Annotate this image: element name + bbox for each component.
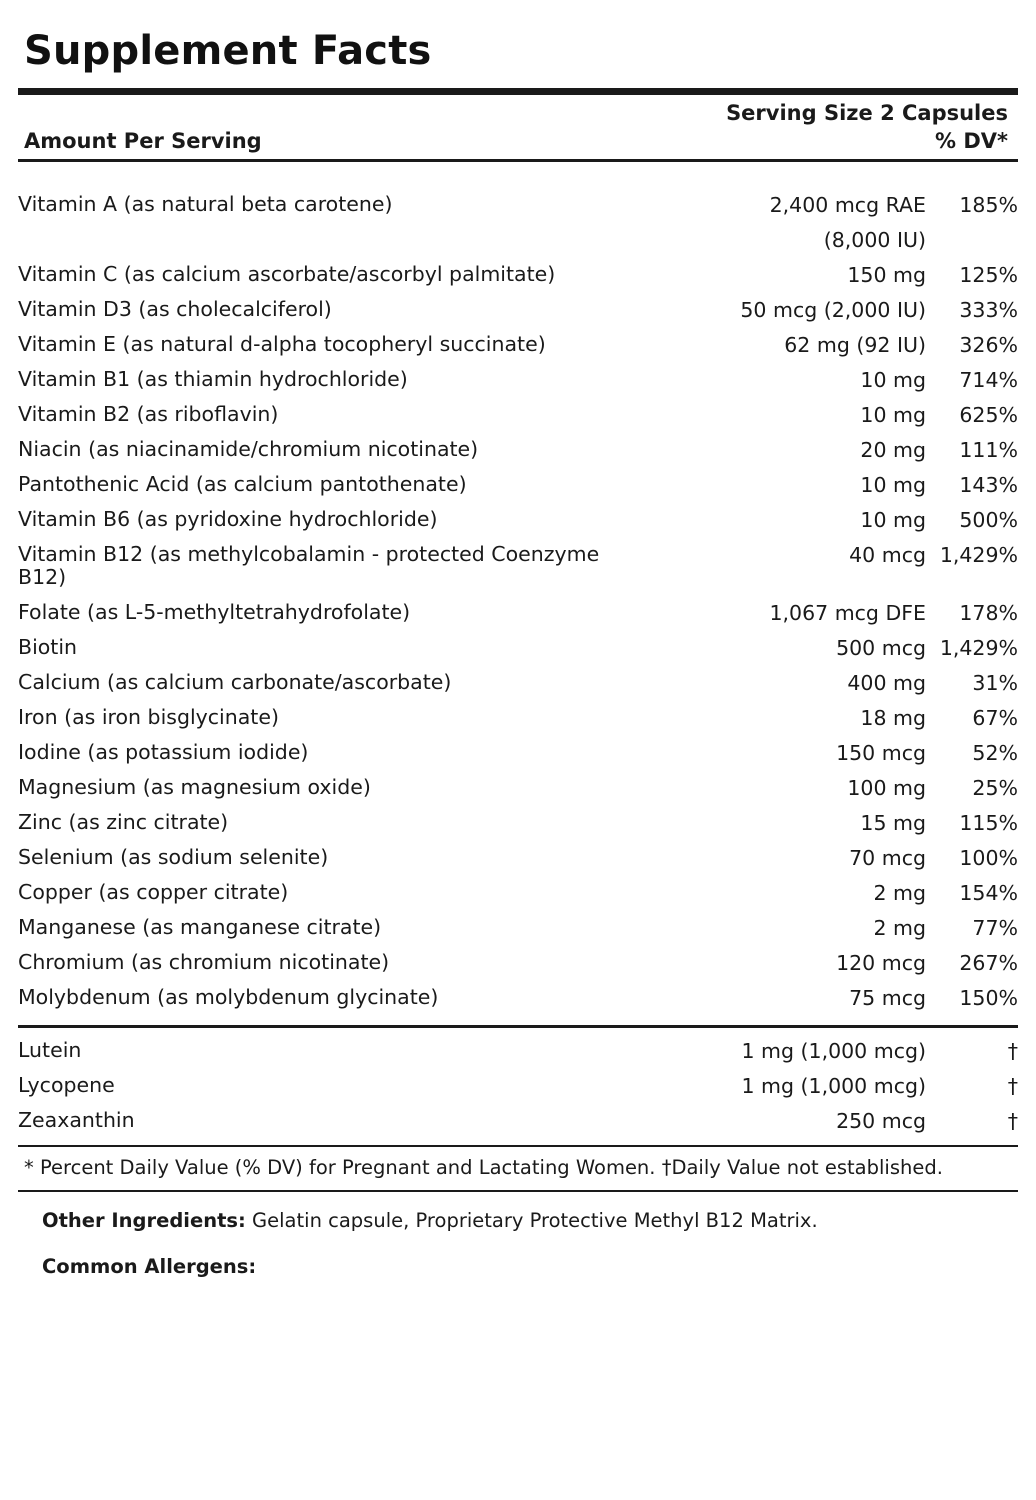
nutrient-table: [18, 162, 1018, 1139]
nutrient-dv: †: [1007, 1039, 1018, 1064]
nutrient-name: Manganese (as manganese citrate): [18, 915, 382, 940]
nutrient-name: Biotin: [18, 635, 78, 660]
nutrient-name: Iron (as iron bisglycinate): [18, 705, 279, 730]
nutrient-dv: 267%: [959, 951, 1018, 976]
common-allergens-label: Common Allergens:: [42, 1255, 257, 1279]
nutrient-amount: 1,067 mcg DFE: [769, 601, 926, 626]
nutrient-amount: 150 mcg: [836, 741, 926, 766]
nutrient-amount: 2 mg: [873, 881, 926, 906]
daily-value-label: % DV*: [934, 129, 1008, 153]
table-row: [18, 502, 1018, 537]
nutrient-amount: 500 mcg: [836, 636, 926, 661]
table-row: [18, 946, 1018, 981]
table-row: [18, 911, 1018, 946]
nutrient-amount: 250 mcg: [836, 1109, 926, 1134]
daily-value-footnote: * Percent Daily Value (% DV) for Pregnant and Lactating Women. †Daily Value not established.: [24, 1155, 943, 1179]
nutrient-table-body: [18, 162, 1018, 1139]
table-spacer: [18, 162, 1018, 187]
table-row: [18, 771, 1018, 806]
table-row: [18, 981, 1018, 1016]
nutrient-amount: 40 mcg: [849, 542, 926, 567]
nutrient-amount: 20 mg: [860, 437, 926, 462]
table-row: [18, 666, 1018, 701]
nutrient-amount: 1 mg (1,000 mcg): [741, 1074, 926, 1099]
other-ingredients-line: [24, 1192, 1012, 1233]
nutrient-dv: 52%: [972, 741, 1018, 766]
nutrient-dv: 1,429%: [939, 542, 1018, 567]
nutrient-dv: 31%: [972, 671, 1018, 696]
table-row: [18, 537, 1018, 596]
nutrient-amount: 18 mg: [860, 706, 926, 731]
nutrient-dv: 1,429%: [939, 636, 1018, 661]
table-row: [18, 806, 1018, 841]
table-row: [18, 1069, 1018, 1104]
nutrient-dv: 333%: [959, 297, 1018, 322]
nutrient-amount: 62 mg (92 IU): [784, 332, 926, 357]
table-row-continuation: [18, 222, 1018, 257]
nutrient-name: Vitamin B6 (as pyridoxine hydrochloride): [18, 506, 438, 531]
table-row: [18, 841, 1018, 876]
table-row: [18, 631, 1018, 666]
nutrient-dv: 150%: [959, 986, 1018, 1011]
table-row: [18, 596, 1018, 631]
nutrient-amount: 400 mg: [847, 671, 926, 696]
nutrient-amount: 120 mcg: [836, 951, 926, 976]
nutrient-dv: 625%: [959, 402, 1018, 427]
header-divider-thick: [18, 88, 1018, 95]
table-row: [18, 467, 1018, 502]
nutrient-name: Zinc (as zinc citrate): [18, 810, 229, 835]
page-title: Supplement Facts: [24, 28, 432, 74]
nutrient-dv: 77%: [972, 916, 1018, 941]
table-row: [18, 257, 1018, 292]
nutrient-amount: 10 mg: [860, 472, 926, 497]
nutrient-name: Pantothenic Acid (as calcium pantothenate): [18, 471, 467, 496]
nutrient-dv: 67%: [972, 706, 1018, 731]
nutrient-dv: 178%: [959, 601, 1018, 626]
nutrient-name: Vitamin E (as natural d-alpha tocopheryl succinate): [18, 331, 546, 356]
nutrient-dv: 500%: [959, 507, 1018, 532]
nutrient-amount: 75 mcg: [849, 986, 926, 1011]
nutrient-name-blank: [18, 222, 638, 257]
nutrient-amount: 15 mg: [860, 811, 926, 836]
nutrient-name: Chromium (as chromium nicotinate): [18, 950, 390, 975]
nutrient-dv: 111%: [959, 437, 1018, 462]
nutrient-dv: 115%: [959, 811, 1018, 836]
nutrient-name: Lutein: [18, 1038, 82, 1063]
nutrient-dv: 185%: [959, 192, 1018, 217]
nutrient-name: Iodine (as potassium iodide): [18, 740, 309, 765]
nutrient-dv: 143%: [959, 472, 1018, 497]
nutrient-dv: 714%: [959, 367, 1018, 392]
table-row: [18, 1034, 1018, 1069]
nutrient-name: Molybdenum (as molybdenum glycinate): [18, 985, 439, 1010]
nutrient-amount: 2,400 mcg RAE: [769, 192, 926, 217]
nutrient-dv: †: [1007, 1074, 1018, 1099]
nutrient-amount: 10 mg: [860, 367, 926, 392]
nutrient-name: Vitamin D3 (as cholecalciferol): [18, 296, 332, 321]
nutrient-dv: †: [1007, 1109, 1018, 1134]
nutrient-name: Vitamin A (as natural beta carotene): [18, 191, 393, 216]
nutrient-name: Selenium (as sodium selenite): [18, 845, 329, 870]
nutrient-name: Zeaxanthin: [18, 1108, 135, 1133]
nutrient-name: Copper (as copper citrate): [18, 880, 289, 905]
section-divider: [18, 1016, 1018, 1034]
bottom-block: [18, 1192, 1018, 1278]
nutrient-dv: 25%: [972, 776, 1018, 801]
nutrient-amount: 10 mg: [860, 402, 926, 427]
other-ingredients-text: Gelatin capsule, Proprietary Protective Methyl B12 Matrix.: [252, 1208, 818, 1232]
table-row: [18, 187, 1018, 222]
nutrient-amount: 50 mcg (2,000 IU): [740, 297, 926, 322]
nutrient-amount: 100 mg: [847, 776, 926, 801]
table-row: [18, 876, 1018, 911]
nutrient-name: Calcium (as calcium carbonate/ascorbate): [18, 670, 452, 695]
table-row: [18, 701, 1018, 736]
nutrient-name: Niacin (as niacinamide/chromium nicotinate): [18, 436, 479, 461]
table-row: [18, 397, 1018, 432]
nutrient-name: Vitamin B12 (as methylcobalamin - protected Coenzyme B12): [18, 541, 600, 590]
table-row: [18, 1104, 1018, 1139]
nutrient-amount: 1 mg (1,000 mcg): [741, 1039, 926, 1064]
nutrient-name: Vitamin B1 (as thiamin hydrochloride): [18, 366, 408, 391]
nutrient-amount-secondary: (8,000 IU): [823, 227, 926, 252]
nutrient-dv: 326%: [959, 332, 1018, 357]
nutrient-amount: 150 mg: [847, 262, 926, 287]
serving-size: Serving Size 2 Capsules: [726, 101, 1008, 125]
table-row: [18, 736, 1018, 771]
amount-per-serving-label: Amount Per Serving: [24, 129, 262, 153]
table-row: [18, 292, 1018, 327]
nutrient-dv: 100%: [959, 846, 1018, 871]
nutrient-dv: 125%: [959, 262, 1018, 287]
nutrient-dv: 154%: [959, 881, 1018, 906]
nutrient-name: Folate (as L-5-methyltetrahydrofolate): [18, 600, 411, 625]
amount-per-serving-header: [18, 127, 1018, 159]
table-row: [18, 362, 1018, 397]
nutrient-amount: 10 mg: [860, 507, 926, 532]
nutrient-dv-blank: [926, 222, 1018, 257]
table-row: [18, 327, 1018, 362]
nutrient-name: Vitamin B2 (as riboflavin): [18, 401, 279, 426]
nutrient-name: Magnesium (as magnesium oxide): [18, 775, 371, 800]
nutrient-name: Lycopene: [18, 1073, 115, 1098]
other-ingredients-label: Other Ingredients:: [42, 1208, 246, 1232]
nutrient-amount: 70 mcg: [849, 846, 926, 871]
nutrient-amount: 2 mg: [873, 916, 926, 941]
table-row: [18, 432, 1018, 467]
nutrient-name: Vitamin C (as calcium ascorbate/ascorbyl palmitate): [18, 261, 556, 286]
